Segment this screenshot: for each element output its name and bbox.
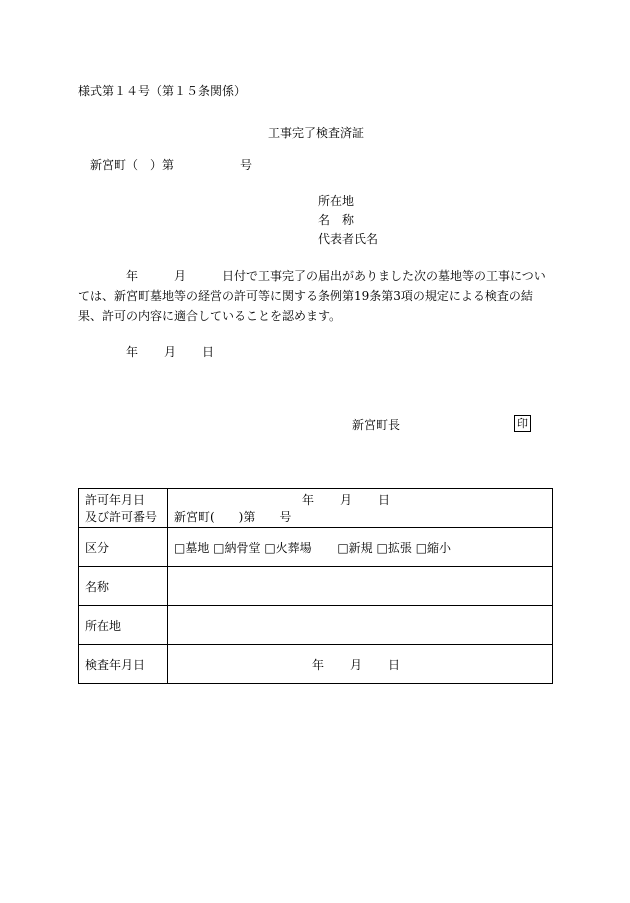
applicant-address-label: 所在地 [318, 194, 355, 208]
permit-day: 日 [378, 493, 391, 507]
body-paragraph [78, 266, 552, 326]
permit-year: 年 [302, 493, 315, 507]
body-year: 年 [126, 269, 139, 283]
option-crematorium[interactable]: □火葬場 [264, 540, 312, 555]
applicant-representative-label: 代表者氏名 [318, 232, 379, 246]
permit-month: 月 [340, 493, 353, 507]
option-ossuary[interactable]: □納骨堂 [213, 540, 261, 555]
permit-value-cell [168, 489, 553, 528]
permit-details-table [78, 488, 553, 684]
option-reduction[interactable]: □縮小 [415, 540, 452, 555]
reference-number [90, 156, 252, 173]
applicant-name-label: 名 称 [318, 213, 355, 227]
form-number: 様式第１４号（第１５条関係） [78, 84, 247, 98]
inspection-year: 年 [312, 657, 325, 672]
inspection-date [174, 656, 546, 673]
permit-label-line2: 及び許可番号 [85, 510, 158, 524]
address-value-cell[interactable] [168, 606, 553, 645]
table-row-address [79, 606, 553, 645]
inspection-value-cell [168, 645, 553, 684]
name-value-cell[interactable] [168, 567, 553, 606]
name-label: 名称 [79, 567, 168, 606]
table-row-inspection [79, 645, 553, 684]
permit-date [174, 491, 546, 508]
issuer-title: 新宮町長 [352, 418, 401, 432]
issue-date [126, 343, 214, 360]
table-row-name [79, 567, 553, 606]
category-options [168, 528, 553, 567]
body-month: 月 [174, 269, 187, 283]
permit-label-line1: 許可年月日 [85, 493, 146, 507]
reference-suffix: 号 [240, 158, 253, 172]
issue-year: 年 [126, 345, 139, 359]
seal-mark: 印 [514, 415, 531, 432]
option-new[interactable]: □新規 [337, 540, 373, 555]
option-cemetery[interactable]: □墓地 [174, 540, 210, 555]
table-row-permit [79, 489, 553, 528]
inspection-month: 月 [350, 657, 363, 672]
reference-prefix: 新宮町（ ）第 [90, 158, 175, 172]
permit-label-cell [79, 489, 168, 528]
document-title: 工事完了検査済証 [268, 126, 365, 140]
table-row-category [79, 528, 553, 567]
inspection-day: 日 [388, 657, 401, 672]
category-label: 区分 [79, 528, 168, 567]
body-text: 日付で工事完了の届出がありました次の墓地等の工事については、新宮町墓地等の経営の許可等に関する条例第19条第3項の規定による検査の結果、許可の内容に適合していることを認めます。 [78, 269, 546, 323]
inspection-label: 検査年月日 [79, 645, 168, 684]
issue-day: 日 [202, 345, 215, 359]
address-label: 所在地 [79, 606, 168, 645]
issue-month: 月 [164, 345, 177, 359]
permit-number: 新宮町( )第 号 [174, 510, 292, 524]
option-expansion[interactable]: □拡張 [376, 540, 412, 555]
